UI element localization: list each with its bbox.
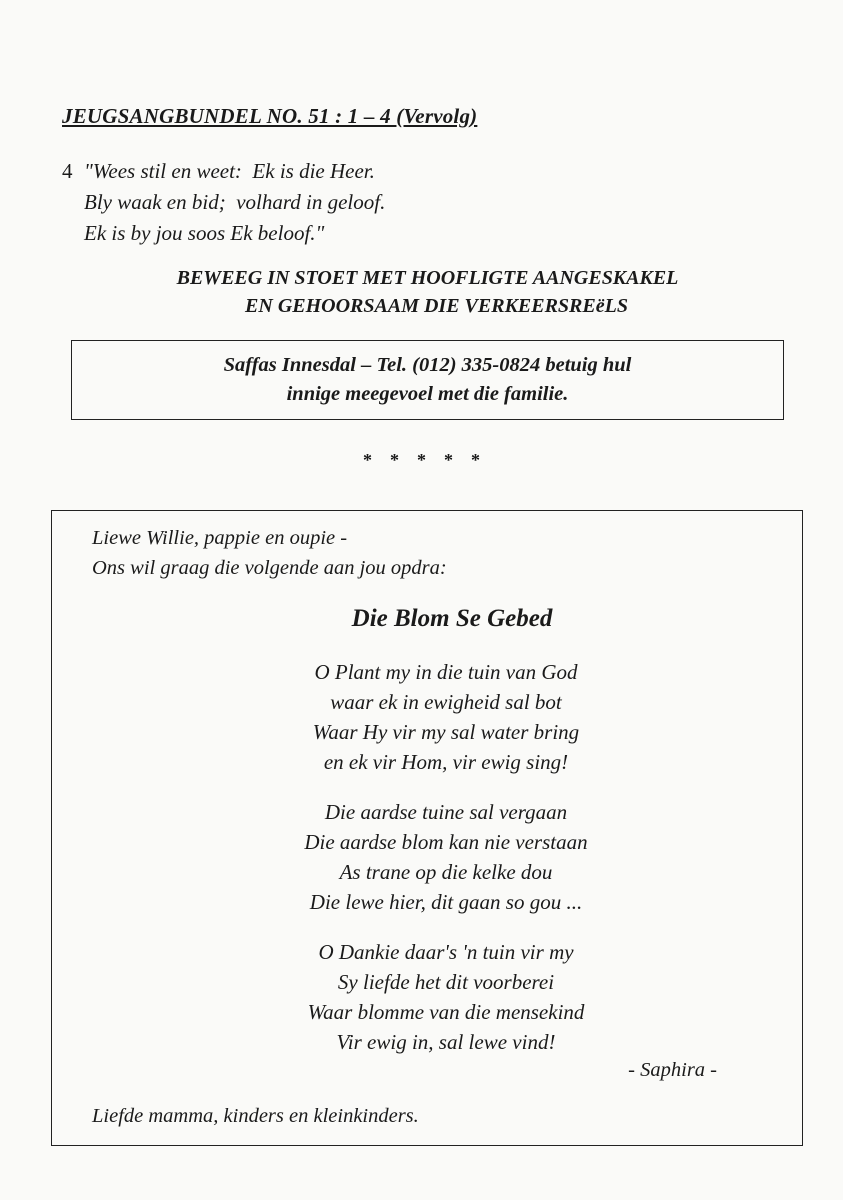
dedication-closing: Liefde mamma, kinders en kleinkinders. [92, 1105, 419, 1127]
condolence-line: Saffas Innesdal – Tel. (012) 335-0824 betuig hul [223, 354, 632, 376]
poem-line: Waar Hy vir my sal water bring [312, 720, 580, 744]
verse-line: "Wees stil en weet: Ek is die Heer. [84, 159, 375, 183]
dedication-box [51, 510, 803, 1146]
verse-line: Ek is by jou soos Ek beloof." [84, 221, 325, 245]
intro-line: Ons wil graag die volgende aan jou opdra: [92, 557, 447, 579]
poem-line: Waar blomme van die mensekind [307, 1000, 585, 1024]
poem-line: en ek vir Hom, vir ewig sing! [323, 750, 569, 774]
poem-line: Vir ewig in, sal lewe vind! [336, 1030, 556, 1054]
poem-stanza [52, 937, 802, 1057]
poem-line: Die aardse tuine sal vergaan [324, 800, 568, 824]
poem-title: Die Blom Se Gebed [351, 605, 553, 632]
star: * [363, 450, 372, 470]
poem-line: Die lewe hier, dit gaan so gou ... [309, 890, 583, 914]
poem-stanza [52, 797, 802, 917]
condolence-box [71, 340, 784, 420]
notice-line: EN GEHOORSAAM DIE VERKEERSREëLS [245, 295, 628, 317]
star: * [444, 450, 453, 470]
poem-line: O Dankie daar's 'n tuin vir my [318, 940, 574, 964]
poem-line: waar ek in ewigheid sal bot [330, 690, 562, 714]
dedication-intro [92, 523, 447, 583]
poem-author: - Saphira - [628, 1059, 717, 1081]
poem-line: O Plant my in die tuin van God [314, 660, 578, 684]
poem-line: Sy liefde het dit voorberei [337, 970, 555, 994]
star-separator [0, 450, 843, 471]
star: * [417, 450, 426, 470]
poem-line: Die aardse blom kan nie verstaan [304, 830, 588, 854]
star: * [390, 450, 399, 470]
verse-line: Bly waak en bid; volhard in geloof. [84, 190, 386, 214]
hymn-verse [62, 156, 385, 249]
poem-line: As trane op die kelke dou [339, 860, 553, 884]
hymn-heading: JEUGSANGBUNDEL NO. 51 : 1 – 4 (Vervolg) [62, 104, 478, 128]
intro-line: Liewe Willie, pappie en oupie - [92, 527, 348, 549]
notice-line: BEWEEG IN STOET MET HOOFLIGTE AANGESKAKEL [176, 267, 679, 289]
condolence-line: innige meegevoel met die familie. [286, 383, 569, 405]
star: * [471, 450, 480, 470]
verse-number: 4 [62, 159, 73, 183]
procession-notice [0, 264, 843, 320]
poem-stanza [52, 657, 802, 777]
